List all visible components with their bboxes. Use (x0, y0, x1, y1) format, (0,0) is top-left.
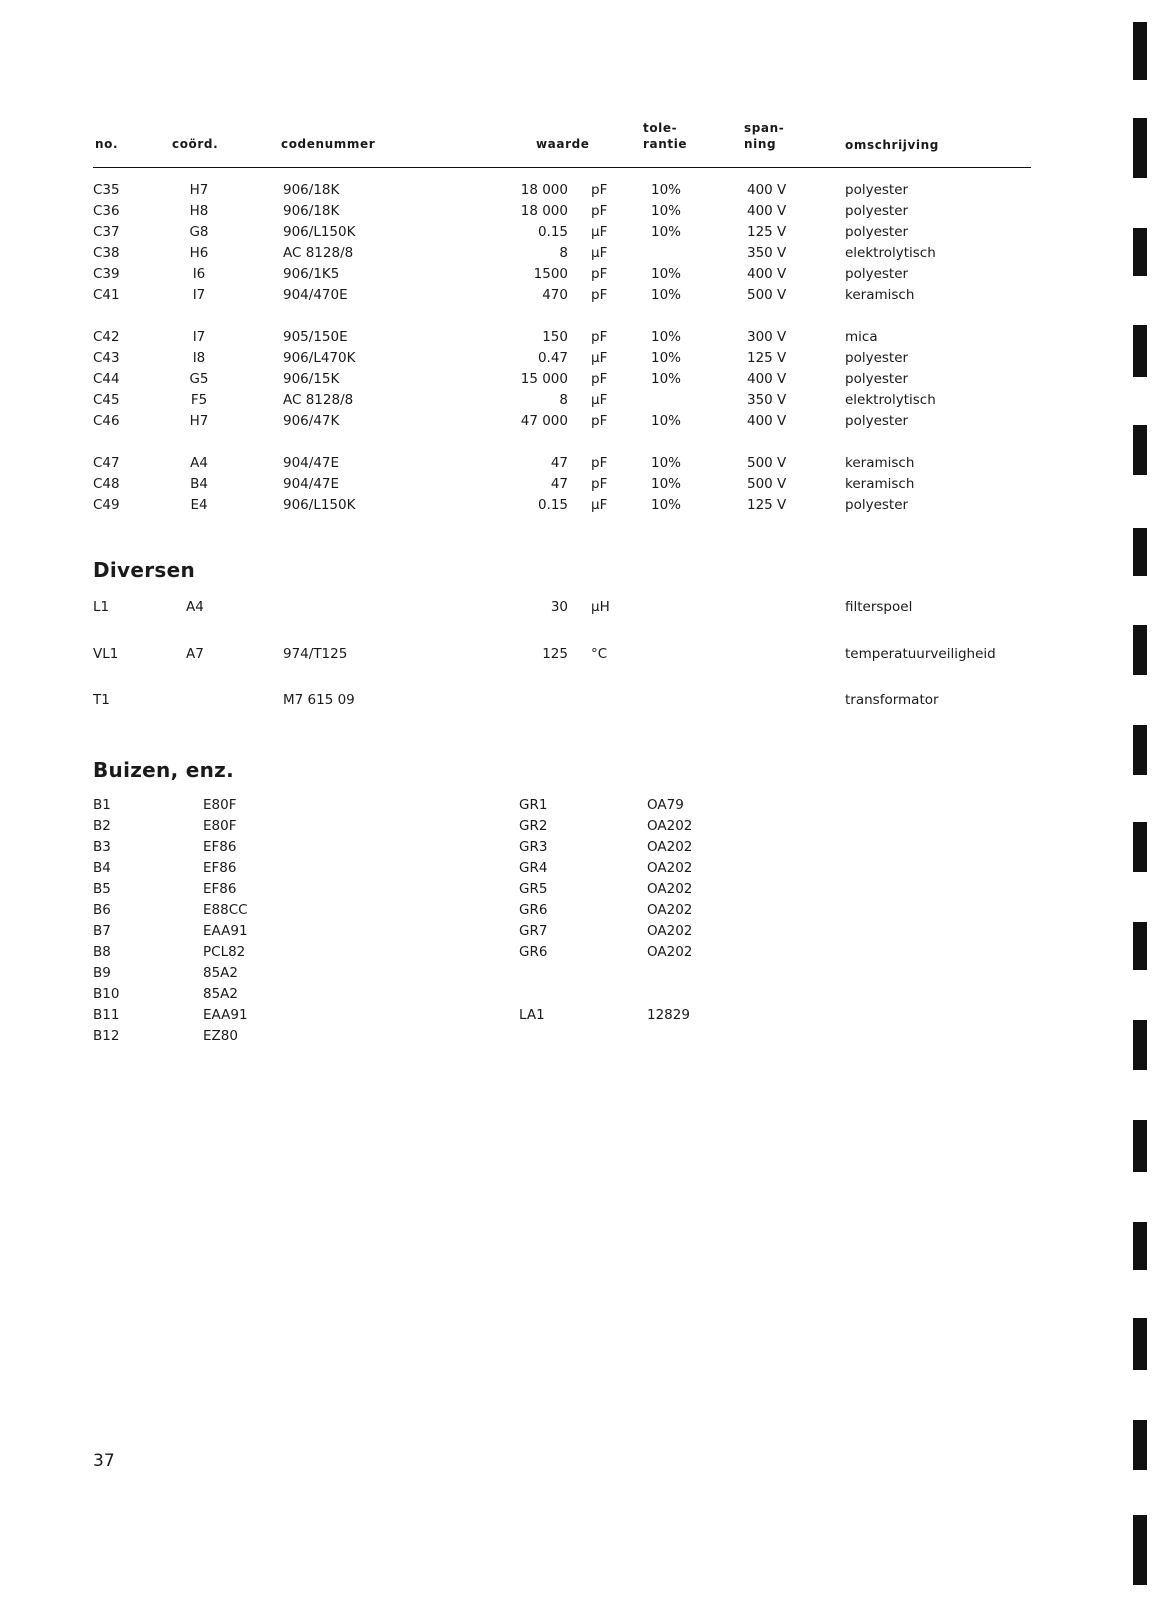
header-tolerantie-2: rantie (643, 137, 688, 151)
cell-tolerance: 10% (651, 497, 682, 513)
tube-id: B5 (93, 881, 111, 897)
cell-description: polyester (845, 182, 909, 198)
component-id: GR7 (519, 923, 548, 939)
cell-unit: pF (591, 371, 608, 387)
cell-voltage: 400 V (747, 266, 787, 282)
component-type: OA202 (647, 923, 693, 939)
cell-value: 8 (559, 392, 568, 408)
tube-id: B10 (93, 986, 120, 1002)
tube-id: B1 (93, 797, 111, 813)
cell-no: C47 (93, 455, 120, 471)
cell-no: C43 (93, 350, 120, 366)
component-type: OA202 (647, 881, 693, 897)
cell-voltage: 350 V (747, 245, 787, 261)
cell-tolerance: 10% (651, 329, 682, 345)
cell-tolerance: 10% (651, 350, 682, 366)
cell-description: polyester (845, 497, 909, 513)
cell-description: elektrolytisch (845, 392, 936, 408)
cell-description: temperatuurveiligheid (845, 646, 996, 662)
tube-type: EAA91 (203, 1007, 248, 1023)
section-title-diversen: Diversen (93, 558, 196, 582)
cell-unit: µH (591, 599, 610, 615)
cell-description: elektrolytisch (845, 245, 936, 261)
cell-voltage: 300 V (747, 329, 787, 345)
component-type: OA202 (647, 944, 693, 960)
tube-type: E80F (203, 797, 237, 813)
cell-code: 906/L470K (283, 350, 356, 366)
scan-edge-mark (1133, 1515, 1147, 1585)
tube-type: EAA91 (203, 923, 248, 939)
tube-id: B2 (93, 818, 111, 834)
cell-value: 1500 (533, 266, 568, 282)
cell-unit: pF (591, 203, 608, 219)
cell-tolerance: 10% (651, 476, 682, 492)
header-spanning-1: span- (744, 121, 785, 135)
cell-no: C46 (93, 413, 120, 429)
cell-unit: pF (591, 329, 608, 345)
component-type: OA79 (647, 797, 684, 813)
cell-code: AC 8128/8 (283, 392, 354, 408)
component-type: OA202 (647, 902, 693, 918)
cell-value: 0.47 (537, 350, 568, 366)
cell-unit: pF (591, 413, 608, 429)
cell-code: 906/1K5 (283, 266, 340, 282)
cell-unit: µF (591, 350, 608, 366)
scan-edge-mark (1133, 725, 1147, 775)
cell-no: VL1 (93, 646, 119, 662)
component-type: OA202 (647, 860, 693, 876)
cell-voltage: 500 V (747, 287, 787, 303)
scan-edge-mark (1133, 425, 1147, 475)
header-no: no. (95, 137, 119, 151)
scan-edge-mark (1133, 822, 1147, 872)
cell-value: 18 000 (520, 203, 568, 219)
cell-description: polyester (845, 203, 909, 219)
cell-voltage: 400 V (747, 182, 787, 198)
cell-coord: H7 (189, 182, 209, 198)
cell-code: AC 8128/8 (283, 245, 354, 261)
cell-code: 906/47K (283, 413, 340, 429)
cell-description: mica (845, 329, 878, 345)
component-type: OA202 (647, 818, 693, 834)
cell-code: 906/18K (283, 182, 340, 198)
cell-description: keramisch (845, 287, 915, 303)
cell-coord: H7 (189, 413, 209, 429)
cell-no: C41 (93, 287, 120, 303)
cell-unit: pF (591, 182, 608, 198)
cell-code: 904/47E (283, 455, 340, 471)
tube-type: E88CC (203, 902, 248, 918)
scan-edge-mark (1133, 1222, 1147, 1270)
tube-type: EZ80 (203, 1028, 238, 1044)
tube-type: EF86 (203, 860, 237, 876)
tube-id: B11 (93, 1007, 120, 1023)
section-title-buizen: Buizen, enz. (93, 758, 234, 782)
tube-id: B3 (93, 839, 111, 855)
scan-edge-mark (1133, 625, 1147, 675)
cell-tolerance: 10% (651, 203, 682, 219)
cell-tolerance: 10% (651, 266, 682, 282)
scan-edge-mark (1133, 922, 1147, 970)
cell-no: C35 (93, 182, 120, 198)
cell-no: C39 (93, 266, 120, 282)
cell-voltage: 400 V (747, 371, 787, 387)
cell-code: M7 615 09 (283, 692, 355, 708)
cell-code: 906/18K (283, 203, 340, 219)
cell-unit: pF (591, 476, 608, 492)
tube-type: EF86 (203, 881, 237, 897)
cell-description: polyester (845, 371, 909, 387)
component-id: GR6 (519, 944, 548, 960)
scan-edge-mark (1133, 22, 1147, 80)
component-id: GR2 (519, 818, 548, 834)
cell-description: transformator (845, 692, 939, 708)
cell-coord: I7 (192, 329, 206, 345)
cell-value: 30 (550, 599, 568, 615)
page-number: 37 (93, 1451, 115, 1471)
cell-code: 904/47E (283, 476, 340, 492)
cell-coord: A7 (186, 646, 204, 662)
cell-coord: E4 (190, 497, 208, 513)
cell-voltage: 400 V (747, 203, 787, 219)
cell-unit: µF (591, 497, 608, 513)
cell-coord: B4 (190, 476, 208, 492)
cell-no: L1 (93, 599, 110, 615)
component-type: OA202 (647, 839, 693, 855)
cell-unit: µF (591, 224, 608, 240)
cell-value: 15 000 (520, 371, 568, 387)
component-type: 12829 (647, 1007, 690, 1023)
cell-no: C42 (93, 329, 120, 345)
cell-coord: I8 (192, 350, 206, 366)
cell-description: polyester (845, 266, 909, 282)
cell-no: C36 (93, 203, 120, 219)
tube-id: B4 (93, 860, 111, 876)
cell-description: keramisch (845, 455, 915, 471)
cell-tolerance: 10% (651, 413, 682, 429)
cell-no: C48 (93, 476, 120, 492)
cell-code: 906/L150K (283, 224, 356, 240)
cell-coord: F5 (190, 392, 208, 408)
component-id: GR4 (519, 860, 548, 876)
cell-description: filterspoel (845, 599, 913, 615)
scan-edge-mark (1133, 528, 1147, 576)
tube-id: B9 (93, 965, 111, 981)
cell-value: 150 (542, 329, 568, 345)
scan-edge-mark (1133, 1120, 1147, 1172)
cell-tolerance: 10% (651, 224, 682, 240)
tube-id: B6 (93, 902, 111, 918)
cell-coord: A4 (186, 599, 204, 615)
cell-description: polyester (845, 413, 909, 429)
cell-coord: G5 (189, 371, 209, 387)
cell-no: T1 (93, 692, 110, 708)
cell-tolerance: 10% (651, 371, 682, 387)
cell-unit: pF (591, 266, 608, 282)
scan-edge-mark (1133, 118, 1147, 178)
scan-edge-mark (1133, 228, 1147, 276)
scan-edge-mark (1133, 325, 1147, 377)
cell-unit: µF (591, 392, 608, 408)
cell-description: keramisch (845, 476, 915, 492)
cell-value: 125 (542, 646, 568, 662)
component-id: GR5 (519, 881, 548, 897)
scan-edge-mark (1133, 1318, 1147, 1370)
cell-coord: A4 (190, 455, 208, 471)
component-id: GR6 (519, 902, 548, 918)
component-id: LA1 (519, 1007, 545, 1023)
cell-no: C37 (93, 224, 120, 240)
cell-coord: I6 (192, 266, 206, 282)
header-rule (93, 167, 1031, 168)
cell-coord: G8 (189, 224, 209, 240)
scan-edge-mark (1133, 1020, 1147, 1070)
cell-voltage: 125 V (747, 497, 787, 513)
component-id: GR3 (519, 839, 548, 855)
tube-id: B8 (93, 944, 111, 960)
cell-no: C44 (93, 371, 120, 387)
header-omschrijving: omschrijving (845, 138, 939, 152)
cell-value: 8 (559, 245, 568, 261)
cell-code: 906/L150K (283, 497, 356, 513)
cell-coord: H6 (189, 245, 209, 261)
cell-voltage: 500 V (747, 476, 787, 492)
cell-value: 18 000 (520, 182, 568, 198)
cell-code: 974/T125 (283, 646, 348, 662)
component-id: GR1 (519, 797, 548, 813)
scan-edge-mark (1133, 1420, 1147, 1470)
header-waarde: waarde (536, 137, 590, 151)
cell-coord: H8 (189, 203, 209, 219)
cell-code: 906/15K (283, 371, 340, 387)
cell-description: polyester (845, 350, 909, 366)
cell-unit: µF (591, 245, 608, 261)
cell-tolerance: 10% (651, 182, 682, 198)
header-spanning-2: ning (744, 137, 777, 151)
tube-type: 85A2 (203, 986, 239, 1002)
cell-unit: pF (591, 455, 608, 471)
cell-value: 470 (542, 287, 568, 303)
cell-voltage: 350 V (747, 392, 787, 408)
cell-voltage: 400 V (747, 413, 787, 429)
cell-code: 905/150E (283, 329, 348, 345)
cell-no: C49 (93, 497, 120, 513)
header-coord: coörd. (172, 137, 219, 151)
cell-unit: °C (591, 646, 608, 662)
cell-tolerance: 10% (651, 287, 682, 303)
cell-value: 47 (550, 476, 568, 492)
cell-value: 0.15 (537, 497, 568, 513)
tube-id: B7 (93, 923, 111, 939)
cell-voltage: 125 V (747, 224, 787, 240)
tube-type: PCL82 (203, 944, 246, 960)
cell-value: 47 (550, 455, 568, 471)
cell-voltage: 500 V (747, 455, 787, 471)
cell-code: 904/470E (283, 287, 348, 303)
cell-value: 47 000 (520, 413, 568, 429)
cell-unit: pF (591, 287, 608, 303)
cell-coord: I7 (192, 287, 206, 303)
cell-tolerance: 10% (651, 455, 682, 471)
tube-type: 85A2 (203, 965, 239, 981)
header-code: codenummer (281, 137, 376, 151)
tube-type: E80F (203, 818, 237, 834)
cell-no: C38 (93, 245, 120, 261)
cell-no: C45 (93, 392, 120, 408)
cell-description: polyester (845, 224, 909, 240)
cell-voltage: 125 V (747, 350, 787, 366)
cell-value: 0.15 (537, 224, 568, 240)
tube-type: EF86 (203, 839, 237, 855)
header-tolerantie-1: tole- (643, 121, 678, 135)
tube-id: B12 (93, 1028, 120, 1044)
